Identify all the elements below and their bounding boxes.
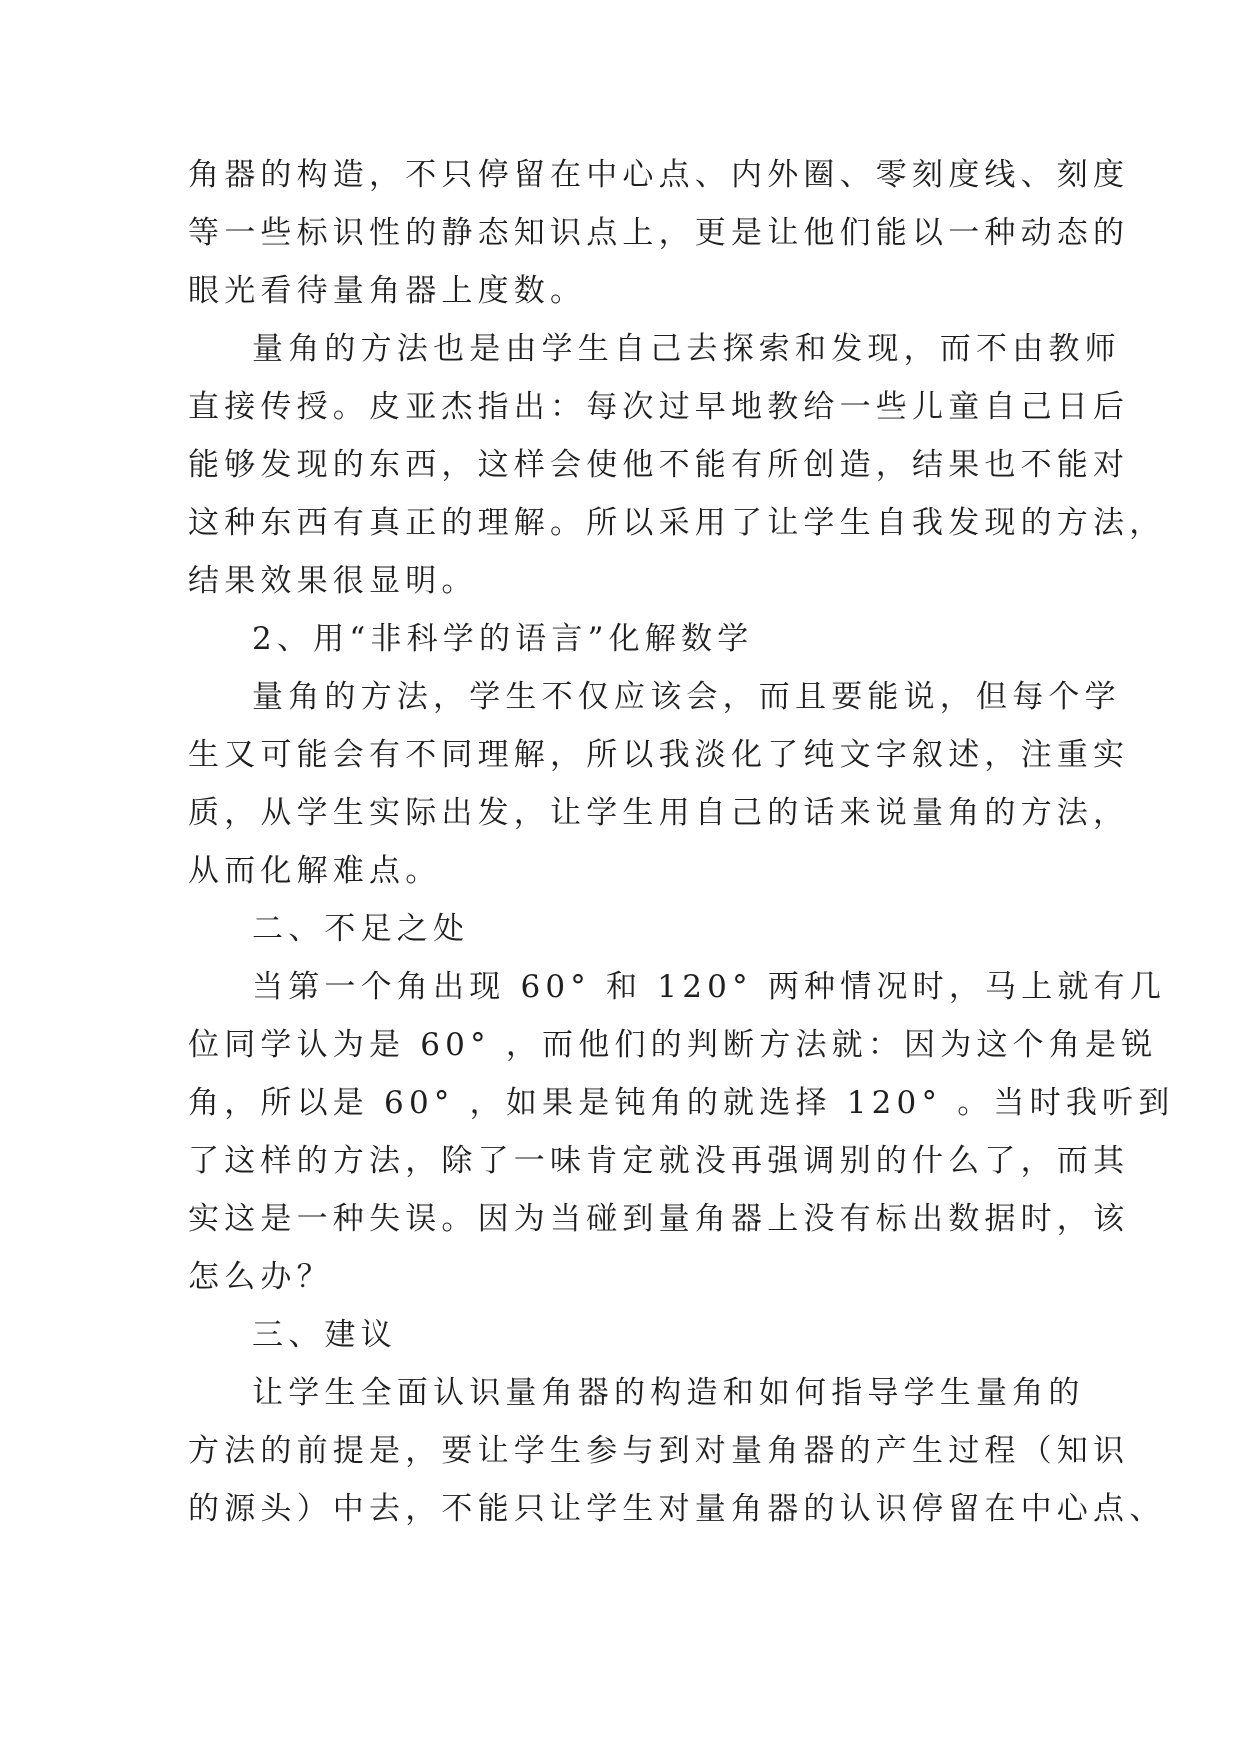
text-line: 等一些标识性的静态知识点上，更是让他们能以一种动态的	[188, 215, 1130, 251]
section-heading: 2、用“非科学的语言”化解数学	[252, 621, 754, 657]
text-line: 方法的前提是，要让学生参与到对量角器的产生过程（知识	[188, 1433, 1130, 1469]
text-line: 角，所以是 60° ，如果是钝角的就选择 120° 。当时我听到	[188, 1085, 1175, 1121]
section-heading: 二、不足之处	[252, 911, 470, 947]
text-line: 生又可能会有不同理解，所以我淡化了纯文字叙述，注重实	[188, 737, 1130, 773]
paragraph-first-line: 量角的方法，学生不仅应该会，而且要能说，但每个学	[252, 679, 1121, 715]
text-line: 位同学认为是 60° ，而他们的判断方法就：因为这个角是锐	[188, 1027, 1158, 1063]
text-line: 从而化解难点。	[188, 853, 442, 889]
text-line: 了这样的方法，除了一味肯定就没再强调别的什么了，而其	[188, 1143, 1130, 1179]
paragraph-first-line: 当第一个角出现 60° 和 120° 两种情况时，马上就有几	[252, 969, 1167, 1005]
paragraph-first-line: 让学生全面认识量角器的构造和如何指导学生量角的	[252, 1375, 1085, 1411]
text-line: 质，从学生实际出发，让学生用自己的话来说量角的方法，	[188, 795, 1130, 831]
text-line: 怎么办？	[188, 1259, 333, 1295]
text-line: 眼光看待量角器上度数。	[188, 273, 587, 309]
text-line: 实这是一种失误。因为当碰到量角器上没有标出数据时，该	[188, 1201, 1130, 1237]
paragraph-first-line: 量角的方法也是由学生自己去探索和发现，而不由教师	[252, 331, 1121, 367]
text-line: 的源头）中去，不能只让学生对量角器的认识停留在中心点、	[188, 1491, 1166, 1527]
text-line: 直接传授。皮亚杰指出：每次过早地教给一些儿童自己日后	[188, 389, 1130, 425]
text-line: 能够发现的东西，这样会使他不能有所创造，结果也不能对	[188, 447, 1130, 483]
text-line: 这种东西有真正的理解。所以采用了让学生自我发现的方法，	[188, 505, 1166, 541]
text-line: 结果效果很显明。	[188, 563, 478, 599]
text-line: 角器的构造，不只停留在中心点、内外圈、零刻度线、刻度	[188, 157, 1130, 193]
section-heading: 三、建议	[252, 1317, 397, 1353]
